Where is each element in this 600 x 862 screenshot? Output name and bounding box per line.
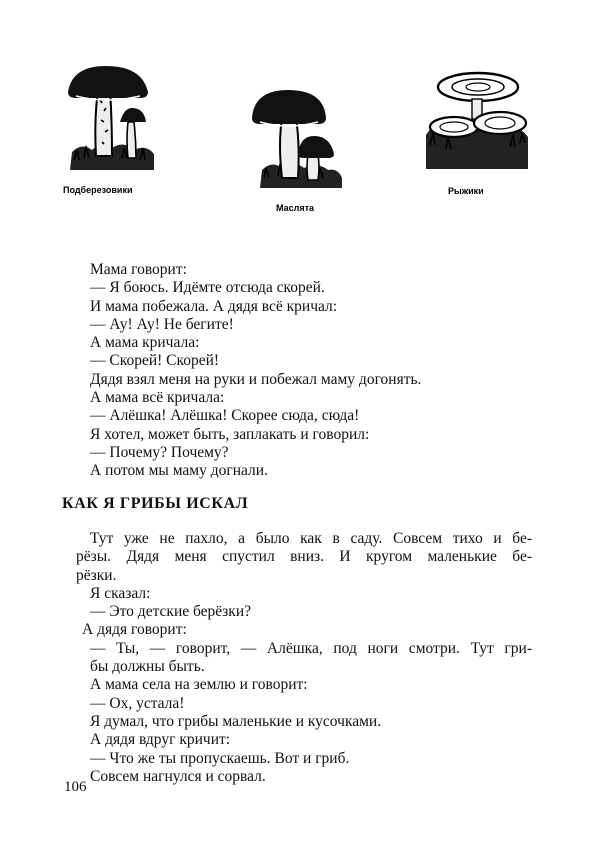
passage-1-line: А потом мы маму догнали. — [90, 462, 268, 480]
passage-2-line: — Что же ты пропускаешь. Вот и гриб. — [90, 749, 350, 767]
passage-2-line: — Это детские берёзки? — [90, 603, 252, 621]
passage-1-line: — Скорей! Скорей! — [90, 352, 220, 370]
passage-1 — [90, 261, 421, 481]
passage-1-line: А мама всё кричала: — [90, 389, 225, 407]
passage-1-line: И мама побежала. А дядя всё кричал: — [90, 297, 338, 315]
ryzhiki-illustration — [420, 65, 532, 177]
passage-2-line: — Ох, устала! — [90, 694, 185, 712]
caption-podberezoviki: Подберезовики — [63, 185, 133, 195]
passage-1-line: Я хотел, может быть, заплакать и говорил: — [90, 425, 370, 443]
passage-2-line: рёзы. Дядя меня спустил вниз. И кругом маленькие бе- — [76, 548, 532, 566]
passage-1-line: Дядя взял меня на руки и побежал маму догонять. — [90, 370, 422, 388]
maslyata-illustration — [248, 82, 348, 194]
passage-2 — [76, 530, 532, 786]
passage-2-line: А мама села на землю и говорит: — [90, 676, 308, 694]
page-number: 106 — [64, 779, 87, 795]
passage-1-line: — Почему? Почему? — [90, 443, 229, 461]
caption-ryzhiki: Рыжики — [448, 186, 484, 196]
passage-2-line: А дядя вдруг кричит: — [90, 731, 231, 749]
passage-2-line: бы должны быть. — [90, 658, 205, 676]
passage-1-line: Мама говорит: — [90, 261, 187, 278]
passage-2-line: — Ты, — говорит, — Алёшка, под ноги смотри. Тут гри- — [90, 639, 532, 657]
passage-2-line: Тут уже не пахло, а было как в саду. Совсем тихо и бе- — [90, 530, 532, 547]
passage-2-line: Я думал, что грибы маленькие и кусочками. — [90, 712, 382, 730]
passage-2-line: рёзки. — [76, 566, 117, 584]
passage-2-line: Я сказал: — [90, 584, 151, 602]
chapter-title: КАК Я ГРИБЫ ИСКАЛ — [62, 495, 249, 512]
passage-1-line: — Ау! Ау! Не бегите! — [90, 315, 234, 333]
passage-2-line: Совсем нагнулся и сорвал. — [90, 767, 266, 785]
passage-1-line: А мама кричала: — [90, 334, 200, 352]
podberezoviki-illustration — [62, 60, 162, 178]
passage-1-line: — Я боюсь. Идёмте отсюда скорей. — [90, 279, 325, 297]
passage-2-line: А дядя говорит: — [82, 621, 187, 639]
caption-maslyata: Маслята — [276, 203, 314, 213]
passage-1-line: — Алёшка! Алёшка! Скорее сюда, сюда! — [90, 407, 360, 425]
